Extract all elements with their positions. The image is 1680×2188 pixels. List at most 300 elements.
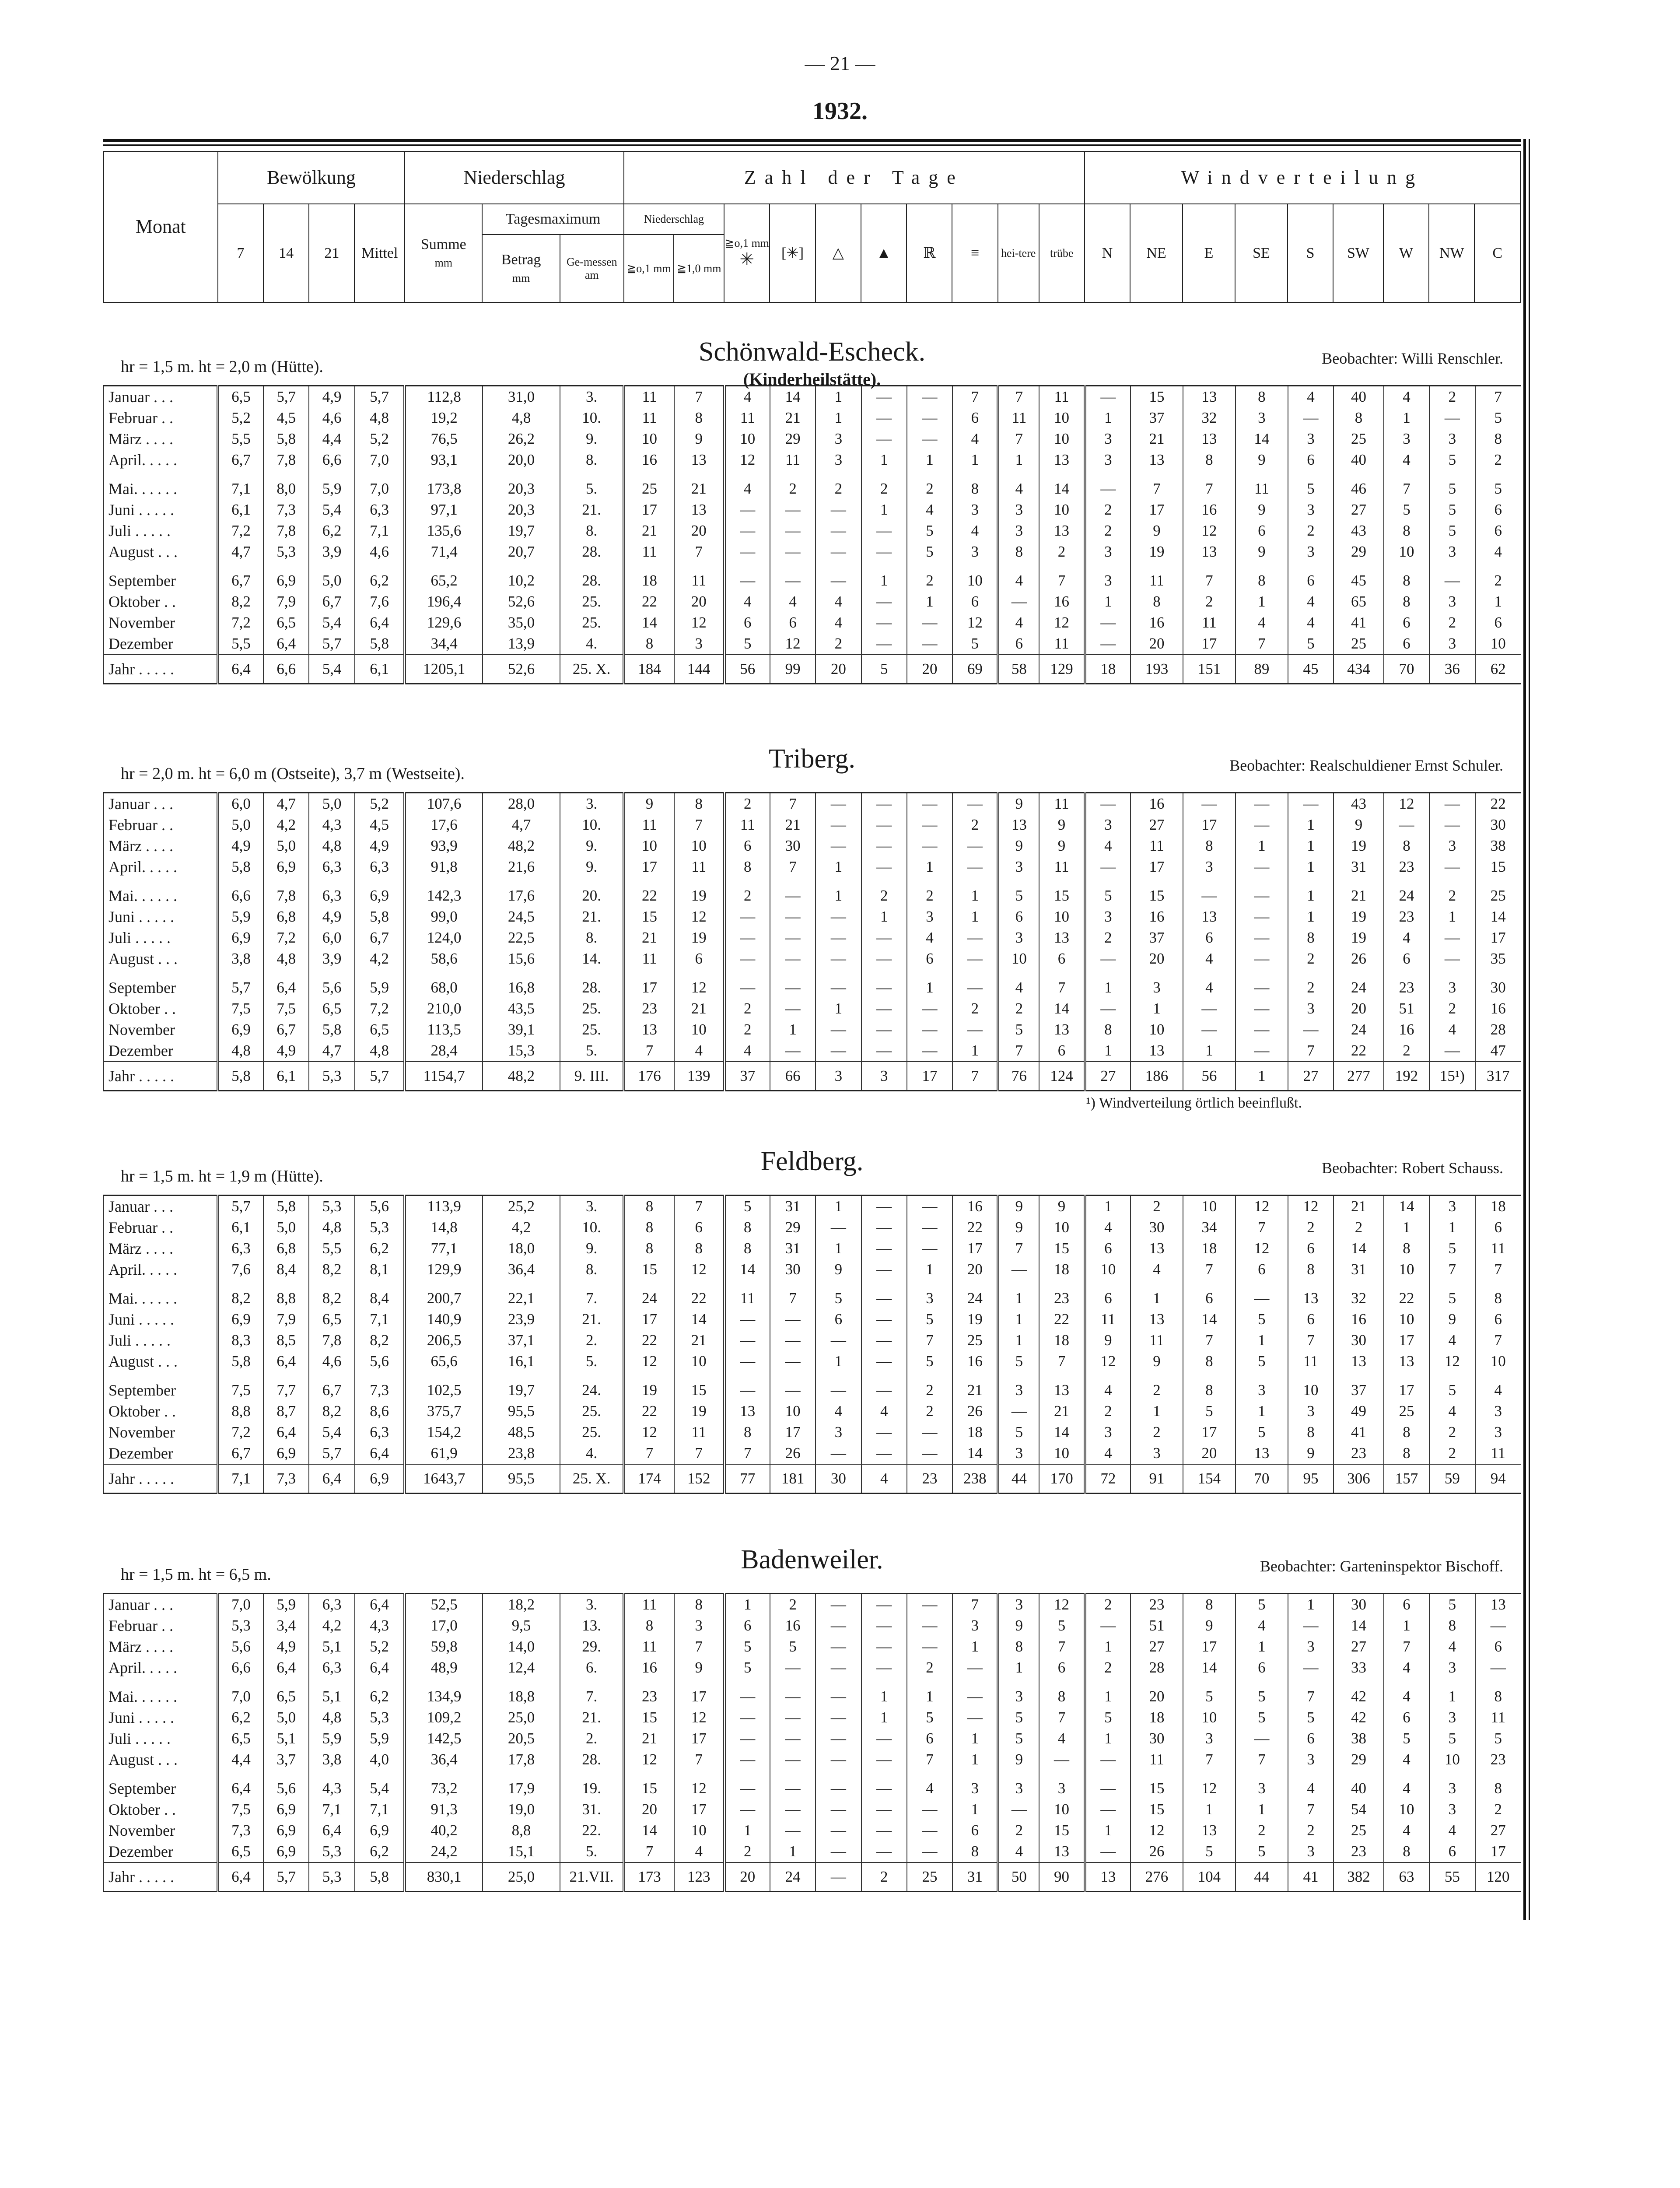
table-cell: 11 xyxy=(1039,856,1085,877)
table-cell: 12 xyxy=(624,1351,674,1372)
table-cell: 8 xyxy=(724,1422,770,1443)
table-cell: 7 xyxy=(1384,1636,1429,1657)
table-cell: 129,9 xyxy=(405,1259,482,1280)
table-cell: 17,6 xyxy=(483,877,560,906)
table-cell: 14 xyxy=(1236,428,1288,449)
table-cell: 5 xyxy=(1236,1594,1288,1616)
table-cell: 1 xyxy=(816,1196,861,1217)
table-cell: 25,2 xyxy=(483,1196,560,1217)
table-cell: 25. xyxy=(560,1401,624,1422)
table-cell: 5,8 xyxy=(355,633,405,655)
table-cell: 15¹) xyxy=(1429,1062,1475,1091)
table-cell: 13 xyxy=(1039,520,1085,541)
table-cell: 1 xyxy=(1085,969,1130,998)
table-cell: 8 xyxy=(998,1636,1039,1657)
table-cell: 22. xyxy=(560,1820,624,1841)
table-cell: 4,8 xyxy=(218,1040,263,1062)
table-cell: 6. xyxy=(560,1657,624,1678)
table-cell: 4 xyxy=(1475,541,1521,562)
table-cell: 11 xyxy=(624,1636,674,1657)
table-cell: 14 xyxy=(674,1309,724,1330)
table-cell: 4 xyxy=(1085,1443,1130,1464)
table-cell: — xyxy=(952,948,998,969)
table-cell: 30 xyxy=(1130,1728,1183,1749)
table-cell: 16 xyxy=(952,1351,998,1372)
table-cell: 4 xyxy=(1384,1820,1429,1841)
table-cell: — xyxy=(724,1678,770,1707)
table-cell: 1 xyxy=(1085,1196,1130,1217)
table-cell: — xyxy=(1183,998,1236,1019)
table-cell: 12 xyxy=(1183,1770,1236,1799)
table-cell: 65 xyxy=(1334,591,1384,612)
header-wind-e: E xyxy=(1183,204,1235,302)
table-cell: — xyxy=(724,1309,770,1330)
table-cell: 8 xyxy=(1384,1422,1429,1443)
table-cell: 382 xyxy=(1334,1862,1384,1892)
table-cell: 6,2 xyxy=(218,1707,263,1728)
table-cell: 4,8 xyxy=(483,407,560,428)
month-cell: Juli . . . . . xyxy=(104,520,218,541)
table-cell: 3 xyxy=(1236,1770,1288,1799)
table-row xyxy=(104,877,1521,906)
table-cell: 21 xyxy=(770,814,816,835)
table-row xyxy=(104,612,1521,633)
table-cell: 65,2 xyxy=(405,562,482,591)
table-cell: 4,9 xyxy=(263,1040,309,1062)
table-cell: 4,3 xyxy=(309,814,354,835)
table-cell: 6,7 xyxy=(355,927,405,948)
table-cell: 10 xyxy=(1039,407,1085,428)
table-cell: 1 xyxy=(907,1259,952,1280)
table-cell: 1 xyxy=(1236,1636,1288,1657)
table-cell: 9 xyxy=(816,1259,861,1280)
table-cell: 12 xyxy=(1288,1196,1334,1217)
table-cell: 9. xyxy=(560,835,624,856)
table-cell: 20 xyxy=(952,1259,998,1280)
table-cell: — xyxy=(816,1728,861,1749)
table-cell: 10 xyxy=(1039,499,1085,520)
table-cell: 11 xyxy=(1130,1330,1183,1351)
table-cell: 7 xyxy=(952,1594,998,1616)
table-cell: 13 xyxy=(1288,1280,1334,1309)
table-cell: 2 xyxy=(1429,998,1475,1019)
table-row xyxy=(104,1678,1521,1707)
table-cell: 1 xyxy=(816,998,861,1019)
table-cell: 5,0 xyxy=(263,835,309,856)
table-cell: 24 xyxy=(1334,1019,1384,1040)
station-table xyxy=(103,385,1521,684)
table-cell: 9 xyxy=(674,428,724,449)
table-cell: 123 xyxy=(674,1862,724,1892)
table-cell: 58,6 xyxy=(405,948,482,969)
table-cell: 65,6 xyxy=(405,1351,482,1372)
table-cell: 6 xyxy=(1039,948,1085,969)
station-header xyxy=(103,315,1521,389)
table-cell: — xyxy=(1085,1749,1130,1770)
table-cell: 6,4 xyxy=(355,1443,405,1464)
table-cell: 8 xyxy=(1384,1841,1429,1862)
table-cell: 45 xyxy=(1334,562,1384,591)
table-cell: 9 xyxy=(998,1615,1039,1636)
table-cell: 22 xyxy=(1039,1309,1085,1330)
table-cell: 135,6 xyxy=(405,520,482,541)
table-cell: 10 xyxy=(624,428,674,449)
table-cell: 7 xyxy=(674,1196,724,1217)
table-cell: 16 xyxy=(1130,612,1183,633)
table-cell: — xyxy=(816,814,861,835)
table-cell: 31 xyxy=(1334,1259,1384,1280)
table-cell: 4 xyxy=(952,520,998,541)
table-cell: 16 xyxy=(624,1657,674,1678)
table-cell: 6,3 xyxy=(355,499,405,520)
table-cell: — xyxy=(816,1678,861,1707)
table-cell: — xyxy=(861,428,907,449)
table-cell: 5,3 xyxy=(309,1841,354,1862)
table-cell: 5,2 xyxy=(218,407,263,428)
table-cell: — xyxy=(861,948,907,969)
table-cell: 5,2 xyxy=(355,428,405,449)
table-cell: 28. xyxy=(560,969,624,998)
table-cell: 17 xyxy=(770,1422,816,1443)
table-cell: 4,5 xyxy=(263,407,309,428)
table-cell: 37 xyxy=(1130,927,1183,948)
table-cell: 20 xyxy=(624,1799,674,1820)
table-cell: 71,4 xyxy=(405,541,482,562)
table-cell: — xyxy=(1288,407,1334,428)
table-cell: 27 xyxy=(1288,1062,1334,1091)
table-cell: 23 xyxy=(907,1464,952,1494)
table-cell: — xyxy=(861,856,907,877)
table-row xyxy=(104,948,1521,969)
table-cell: 4 xyxy=(998,470,1039,499)
table-cell: 25 xyxy=(624,470,674,499)
table-cell: 2 xyxy=(907,562,952,591)
table-cell: 4 xyxy=(952,428,998,449)
table-cell: 4,8 xyxy=(355,1040,405,1062)
station-block xyxy=(103,722,1521,1112)
table-cell: 5,9 xyxy=(218,906,263,927)
table-cell: 18 xyxy=(1085,655,1130,684)
table-cell: 19 xyxy=(1334,927,1384,948)
table-cell: 9 xyxy=(1288,1443,1334,1464)
header-zahl-der-tage: Zahl der Tage xyxy=(624,151,1085,204)
table-cell: — xyxy=(724,1799,770,1820)
table-cell: 12 xyxy=(1236,1196,1288,1217)
table-cell: 17 xyxy=(1475,927,1521,948)
table-cell: 1 xyxy=(1384,407,1429,428)
table-cell: 4 xyxy=(998,969,1039,998)
table-cell: 5 xyxy=(1288,470,1334,499)
table-cell: 6 xyxy=(1384,1594,1429,1616)
table-cell: 19 xyxy=(1130,541,1183,562)
table-cell: 5,8 xyxy=(218,1351,263,1372)
table-cell: 22 xyxy=(1334,1040,1384,1062)
table-cell: 186 xyxy=(1130,1062,1183,1091)
table-cell: 109,2 xyxy=(405,1707,482,1728)
table-cell: 3 xyxy=(1429,969,1475,998)
table-cell: 5,7 xyxy=(309,1443,354,1464)
table-row xyxy=(104,1238,1521,1259)
table-cell: 27 xyxy=(1130,1636,1183,1657)
table-cell: 5 xyxy=(724,1196,770,1217)
table-cell: — xyxy=(816,1217,861,1238)
table-cell: 18,2 xyxy=(483,1594,560,1616)
table-cell: 4,7 xyxy=(309,1040,354,1062)
table-cell: 3 xyxy=(1429,428,1475,449)
station-observer: Beobachter: Garteninspektor Bischoff. xyxy=(1260,1557,1503,1575)
table-cell: 41 xyxy=(1288,1862,1334,1892)
table-cell: 4 xyxy=(816,591,861,612)
month-cell: April. . . . . xyxy=(104,1259,218,1280)
table-cell: 4 xyxy=(1183,948,1236,969)
table-cell: 4,9 xyxy=(355,835,405,856)
table-cell: 142,5 xyxy=(405,1728,482,1749)
table-cell: 6,4 xyxy=(218,655,263,684)
station-name: Triberg. xyxy=(768,744,856,774)
month-cell: Juni . . . . . xyxy=(104,1707,218,1728)
table-cell: 6 xyxy=(952,591,998,612)
table-cell: 10 xyxy=(1183,1707,1236,1728)
table-cell: 8 xyxy=(1288,1259,1334,1280)
table-cell: 8. xyxy=(560,520,624,541)
table-cell: 5 xyxy=(1475,1728,1521,1749)
table-cell: 2 xyxy=(1130,1422,1183,1443)
table-cell: 7,6 xyxy=(218,1259,263,1280)
table-cell: 95 xyxy=(1288,1464,1334,1494)
table-cell: 5,4 xyxy=(355,1770,405,1799)
table-cell: 4,6 xyxy=(309,1351,354,1372)
table-cell: 6 xyxy=(1236,1259,1288,1280)
table-cell: 2 xyxy=(952,998,998,1019)
table-cell: 5 xyxy=(907,541,952,562)
table-cell: 5 xyxy=(1236,1351,1288,1372)
table-cell: 6,5 xyxy=(218,386,263,408)
table-cell: 9 xyxy=(998,835,1039,856)
table-cell: 144 xyxy=(674,655,724,684)
station-header xyxy=(103,1125,1521,1195)
table-cell: 12 xyxy=(624,1422,674,1443)
table-cell: 7 xyxy=(1236,633,1288,655)
table-cell: 7,8 xyxy=(263,520,309,541)
table-cell: 3 xyxy=(1236,1372,1288,1401)
table-cell: 7. xyxy=(560,1280,624,1309)
table-cell: 12 xyxy=(1039,1594,1085,1616)
station-table xyxy=(103,1593,1521,1892)
table-cell: 12,4 xyxy=(483,1657,560,1678)
table-cell: 2 xyxy=(907,1372,952,1401)
table-cell: 16 xyxy=(624,449,674,470)
table-cell: 7,2 xyxy=(355,998,405,1019)
table-cell: 14 xyxy=(1039,1422,1085,1443)
table-cell: 5,3 xyxy=(309,1062,354,1091)
table-cell: 7,6 xyxy=(355,591,405,612)
table-cell: — xyxy=(770,1799,816,1820)
table-cell: — xyxy=(998,1259,1039,1280)
table-cell: 196,4 xyxy=(405,591,482,612)
table-cell: 4 xyxy=(1384,927,1429,948)
table-cell: 13. xyxy=(560,1615,624,1636)
table-cell: 5,4 xyxy=(309,499,354,520)
table-cell: — xyxy=(1085,998,1130,1019)
table-cell: 5 xyxy=(1236,1841,1288,1862)
table-cell: — xyxy=(724,499,770,520)
table-cell: 2 xyxy=(907,470,952,499)
table-cell: 12 xyxy=(674,1770,724,1799)
table-cell: 7 xyxy=(1039,1707,1085,1728)
table-cell: 13 xyxy=(1039,927,1085,948)
table-cell: — xyxy=(724,927,770,948)
table-row xyxy=(104,1280,1521,1309)
table-cell: — xyxy=(907,1820,952,1841)
table-cell: 2 xyxy=(816,633,861,655)
table-cell: — xyxy=(1085,1841,1130,1862)
table-cell: 2 xyxy=(1288,948,1334,969)
table-cell: 8 xyxy=(952,1841,998,1862)
table-cell: 6,0 xyxy=(218,793,263,815)
table-cell: 37 xyxy=(1130,407,1183,428)
table-cell: 4 xyxy=(674,1040,724,1062)
month-cell: Mai. . . . . . xyxy=(104,1678,218,1707)
table-cell: — xyxy=(724,520,770,541)
table-cell: 17 xyxy=(1384,1372,1429,1401)
table-cell: 6 xyxy=(1384,1707,1429,1728)
table-cell: 10 xyxy=(1039,1443,1085,1464)
table-cell: 17 xyxy=(1130,499,1183,520)
table-cell: 4 xyxy=(1236,612,1288,633)
table-cell: 48,2 xyxy=(483,1062,560,1091)
table-cell: 16,1 xyxy=(483,1351,560,1372)
table-cell: 12 xyxy=(674,1707,724,1728)
table-cell: 19 xyxy=(674,927,724,948)
table-cell: 5 xyxy=(952,633,998,655)
table-cell: 5 xyxy=(1429,449,1475,470)
month-cell: Februar . . xyxy=(104,407,218,428)
table-cell: — xyxy=(952,835,998,856)
table-cell: 5,3 xyxy=(218,1615,263,1636)
table-cell: 26 xyxy=(770,1443,816,1464)
table-cell: 176 xyxy=(624,1062,674,1091)
table-row xyxy=(104,1594,1521,1616)
table-cell: 20,0 xyxy=(483,449,560,470)
table-cell: 6 xyxy=(1475,1636,1521,1657)
table-cell: 2 xyxy=(770,1594,816,1616)
table-cell: 25. X. xyxy=(560,1464,624,1494)
table-cell: 13 xyxy=(1130,449,1183,470)
table-cell: 8. xyxy=(560,1259,624,1280)
table-row xyxy=(104,856,1521,877)
table-cell: 1 xyxy=(1085,1678,1130,1707)
table-cell: 20,3 xyxy=(483,499,560,520)
table-cell: 18 xyxy=(1183,1238,1236,1259)
table-cell: 4 xyxy=(1384,1657,1429,1678)
table-cell: 12 xyxy=(1039,612,1085,633)
table-cell: 7 xyxy=(998,1040,1039,1062)
table-cell: 2 xyxy=(770,470,816,499)
table-cell: 25,0 xyxy=(483,1862,560,1892)
table-cell: — xyxy=(861,969,907,998)
table-cell: 6,9 xyxy=(355,1464,405,1494)
table-cell: 6,9 xyxy=(263,1820,309,1841)
table-cell: 15,3 xyxy=(483,1040,560,1062)
table-cell: 7 xyxy=(1039,969,1085,998)
table-cell: 3 xyxy=(998,1678,1039,1707)
table-cell: 3 xyxy=(674,1615,724,1636)
table-cell: 8 xyxy=(624,1238,674,1259)
table-cell: — xyxy=(1236,1040,1288,1062)
table-cell: 17 xyxy=(624,856,674,877)
table-cell: 3 xyxy=(1429,835,1475,856)
month-cell: Dezember xyxy=(104,1040,218,1062)
table-cell: 4,5 xyxy=(355,814,405,835)
table-cell: 6,4 xyxy=(263,1351,309,1372)
table-cell: 21 xyxy=(624,927,674,948)
table-cell: 6,2 xyxy=(355,562,405,591)
table-row xyxy=(104,835,1521,856)
table-cell: — xyxy=(907,793,952,815)
table-cell: 4 xyxy=(724,591,770,612)
header-bew-mittel: Mittel xyxy=(354,204,405,302)
table-cell: 73,2 xyxy=(405,1770,482,1799)
table-cell: 2 xyxy=(1039,541,1085,562)
table-cell: — xyxy=(861,1309,907,1330)
table-cell: — xyxy=(816,562,861,591)
table-cell: 12 xyxy=(1429,1351,1475,1372)
table-cell: 8. xyxy=(560,927,624,948)
table-cell: 6,4 xyxy=(263,969,309,998)
table-cell: 17 xyxy=(1183,1636,1236,1657)
table-cell: — xyxy=(724,1707,770,1728)
table-cell: 25. xyxy=(560,1422,624,1443)
table-cell: 22 xyxy=(624,1330,674,1351)
table-cell: 4 xyxy=(1288,386,1334,408)
table-row xyxy=(104,1728,1521,1749)
table-cell: 23 xyxy=(1384,969,1429,998)
table-cell: 2 xyxy=(861,877,907,906)
header-wind-c: C xyxy=(1474,204,1520,302)
table-cell: 3 xyxy=(998,499,1039,520)
table-cell: 20 xyxy=(1130,1678,1183,1707)
table-cell: 6,9 xyxy=(263,856,309,877)
table-cell: 17 xyxy=(674,1728,724,1749)
table-cell: 44 xyxy=(1236,1862,1288,1892)
table-cell: 5 xyxy=(907,1707,952,1728)
table-cell: 1 xyxy=(816,407,861,428)
table-cell: 184 xyxy=(624,655,674,684)
table-cell: 1 xyxy=(1288,877,1334,906)
table-cell: 8 xyxy=(1429,1615,1475,1636)
table-row xyxy=(104,1636,1521,1657)
table-cell: 3 xyxy=(1288,1841,1334,1862)
table-row xyxy=(104,1196,1521,1217)
table-cell: 15 xyxy=(624,1707,674,1728)
table-cell: 173 xyxy=(624,1862,674,1892)
table-cell: 43 xyxy=(1334,793,1384,815)
table-cell: 1 xyxy=(1085,1636,1130,1657)
table-cell: 2 xyxy=(1085,1401,1130,1422)
station-table xyxy=(103,1195,1521,1494)
table-cell: 4 xyxy=(724,386,770,408)
table-cell: 18 xyxy=(1039,1330,1085,1351)
table-cell: 38 xyxy=(1475,835,1521,856)
table-cell: 30 xyxy=(1334,1594,1384,1616)
table-cell: 3 xyxy=(816,449,861,470)
table-cell: 6 xyxy=(952,1820,998,1841)
table-cell: 23 xyxy=(624,998,674,1019)
table-cell: 6 xyxy=(1183,927,1236,948)
table-cell: 13 xyxy=(1183,1820,1236,1841)
header-niederschlag-small: Niederschlag xyxy=(624,204,724,235)
header-bew-21: 21 xyxy=(309,204,354,302)
